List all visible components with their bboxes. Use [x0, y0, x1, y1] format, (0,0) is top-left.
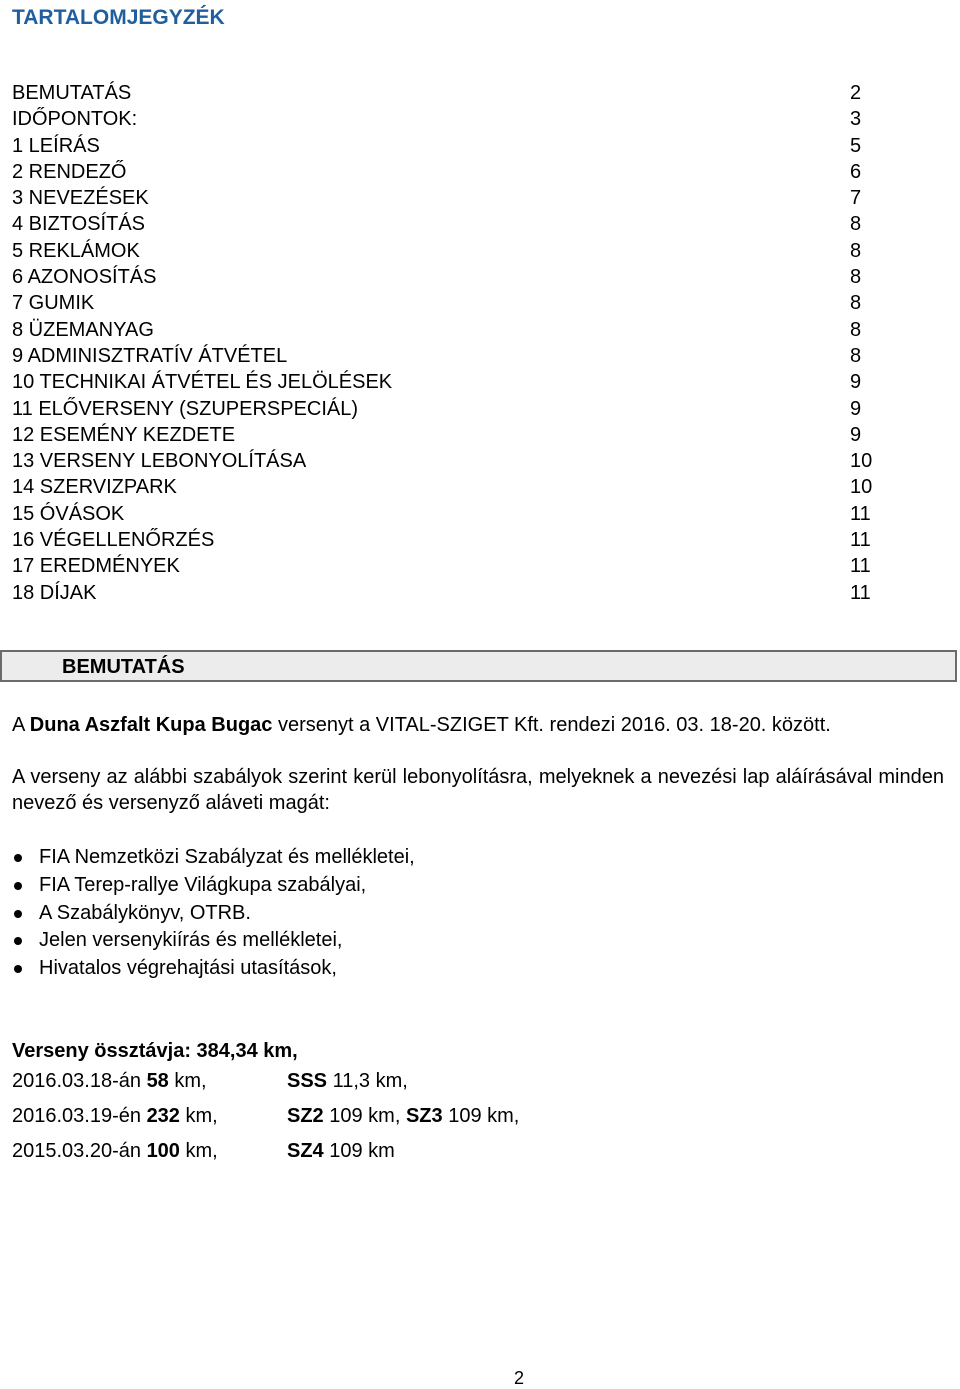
toc-entry[interactable] [12, 133, 882, 159]
toc-entry[interactable] [12, 159, 882, 185]
toc-entry-page: 11 [850, 502, 871, 525]
bullet-icon [14, 965, 22, 973]
day-stages [287, 1103, 519, 1129]
toc-entry[interactable] [12, 185, 882, 211]
toc-entry-page: 11 [850, 555, 871, 578]
rules-list-item-text: FIA Terep-rallye Világkupa szabályai, [39, 873, 367, 896]
day-date-distance [12, 1068, 207, 1094]
day-stages [287, 1068, 408, 1094]
rules-intro-paragraph: A verseny az alábbi szabályok szerint kerül lebonyolításra, melyeknek a nevezési lap aláírásával minden nevező és versenyző aláveti magát: [12, 766, 944, 814]
toc-entry-label: 9 ADMINISZTRATÍV ÁTVÉTEL [12, 344, 288, 367]
toc-entry-label: 3 NEVEZÉSEK [12, 187, 149, 210]
toc-title: TARTALOMJEGYZÉK [12, 6, 225, 29]
toc-entry-page: 9 [850, 397, 862, 420]
day-km-unit: km, [179, 1105, 218, 1127]
rules-list-item-text: A Szabálykönyv, OTRB. [39, 901, 251, 924]
toc-entry-label: 5 REKLÁMOK [12, 239, 140, 262]
event-name: Duna Aszfalt Kupa Bugac [29, 714, 273, 736]
bullet-icon [14, 910, 22, 918]
toc-entry-page: 11 [850, 581, 871, 604]
toc-entry-page: 11 [850, 529, 871, 552]
stage-name: SZ4 [287, 1140, 324, 1162]
stage-length: 109 km [323, 1140, 395, 1162]
day-km-unit: km, [168, 1070, 207, 1092]
toc-entry[interactable] [12, 527, 882, 553]
total-distance: Verseny össztávja: 384,34 km, [12, 1040, 298, 1062]
rules-list-item-text: Hivatalos végrehajtási utasítások, [39, 957, 337, 980]
page-number: 2 [514, 1368, 525, 1388]
day-stages [287, 1138, 395, 1164]
stage-name: SSS [287, 1070, 328, 1092]
stage-name: SZ2 [287, 1105, 324, 1127]
toc-entry-label: 13 VERSENY LEBONYOLÍTÁSA [12, 450, 307, 473]
toc-entry-page: 5 [850, 134, 862, 157]
bullet-icon [14, 854, 22, 862]
toc-entry-page: 8 [850, 292, 862, 315]
toc-entry-label: 7 GUMIK [12, 292, 95, 315]
toc-entry-label: 18 DÍJAK [12, 581, 97, 604]
toc-entry[interactable] [12, 553, 882, 579]
toc-entry-page: 9 [850, 423, 862, 446]
toc-entry[interactable] [12, 317, 882, 343]
toc-entry-label: 4 BIZTOSÍTÁS [12, 213, 145, 236]
toc-list [12, 80, 882, 606]
toc-entry[interactable] [12, 474, 882, 500]
toc-entry-page: 8 [850, 213, 862, 236]
toc-entry[interactable] [12, 580, 882, 606]
day-date-distance [12, 1138, 218, 1164]
bullet-icon [14, 882, 22, 890]
toc-entry[interactable] [12, 80, 882, 106]
toc-entry-page: 8 [850, 266, 862, 289]
toc-entry[interactable] [12, 501, 882, 527]
toc-entry[interactable] [12, 343, 882, 369]
toc-entry-label: 2 RENDEZŐ [12, 160, 127, 183]
toc-entry-label: 16 VÉGELLENŐRZÉS [12, 529, 215, 552]
rules-list-item-text: FIA Nemzetközi Szabályzat és mellékletei, [39, 846, 415, 868]
stage-length: 109 km, [323, 1105, 406, 1127]
toc-entry-label: 6 AZONOSÍTÁS [12, 266, 157, 289]
toc-entry-page: 9 [850, 371, 862, 394]
toc-entry[interactable] [12, 369, 882, 395]
toc-entry-label: 17 EREDMÉNYEK [12, 555, 180, 578]
rules-list-item-text: Jelen versenykiírás és mellékletei, [39, 929, 343, 952]
toc-entry-page: 3 [850, 108, 862, 131]
day-date-distance [12, 1103, 218, 1129]
toc-entry-label: 8 ÜZEMANYAG [12, 318, 154, 341]
day-km-unit: km, [179, 1140, 218, 1162]
toc-entry-page: 8 [850, 344, 862, 367]
day-date: 2015.03.20-án [12, 1140, 147, 1162]
toc-entry-label: 14 SZERVIZPARK [12, 476, 177, 499]
rules-list-item [12, 900, 415, 928]
toc-entry[interactable] [12, 264, 882, 290]
section-title: BEMUTATÁS [62, 656, 185, 678]
section-heading-box [0, 650, 957, 682]
rules-list-item [12, 955, 415, 983]
toc-entry-label: IDŐPONTOK: [12, 108, 138, 131]
toc-entry-label: 12 ESEMÉNY KEZDETE [12, 423, 236, 446]
toc-entry-page: 2 [850, 82, 862, 104]
toc-entry-page: 8 [850, 318, 862, 341]
toc-entry[interactable] [12, 211, 882, 237]
toc-entry-page: 7 [850, 187, 862, 210]
intro-paragraph [12, 712, 944, 738]
toc-entry[interactable] [12, 396, 882, 422]
toc-entry-page: 10 [850, 450, 873, 473]
stage-length: 109 km, [442, 1105, 520, 1127]
bullet-icon [14, 937, 22, 945]
toc-entry-page: 10 [850, 476, 873, 499]
intro-text-rest: versenyt a VITAL-SZIGET Kft. rendezi 2016. 03. 18-20. között. [272, 714, 831, 736]
rules-list-item [12, 844, 415, 872]
stage-name: SZ3 [405, 1105, 443, 1127]
toc-entry-label: 1 LEÍRÁS [12, 134, 100, 157]
toc-entry-page: 6 [850, 160, 862, 183]
day-date: 2016.03.19-én [12, 1105, 147, 1127]
toc-entry-label: BEMUTATÁS [12, 82, 132, 104]
rules-list [12, 844, 415, 983]
rules-list-item [12, 927, 415, 955]
toc-entry[interactable] [12, 238, 882, 264]
day-date: 2016.03.18-án [12, 1070, 147, 1092]
day-km: 100 [146, 1140, 180, 1162]
toc-entry-page: 8 [850, 239, 862, 262]
toc-entry-label: 11 ELŐVERSENY (SZUPERSPECIÁL) [12, 397, 359, 420]
toc-entry[interactable] [12, 106, 882, 132]
toc-entry[interactable] [12, 448, 882, 474]
day-km: 232 [146, 1105, 180, 1127]
toc-entry[interactable] [12, 290, 882, 316]
rules-list-item [12, 872, 415, 900]
toc-entry-label: 10 TECHNIKAI ÁTVÉTEL ÉS JELÖLÉSEK [12, 371, 393, 394]
toc-entry[interactable] [12, 422, 882, 448]
stage-length: 11,3 km, [327, 1070, 408, 1092]
intro-text-prefix: A [12, 714, 30, 736]
toc-entry-label: 15 ÓVÁSOK [12, 502, 125, 525]
day-km: 58 [146, 1070, 169, 1092]
